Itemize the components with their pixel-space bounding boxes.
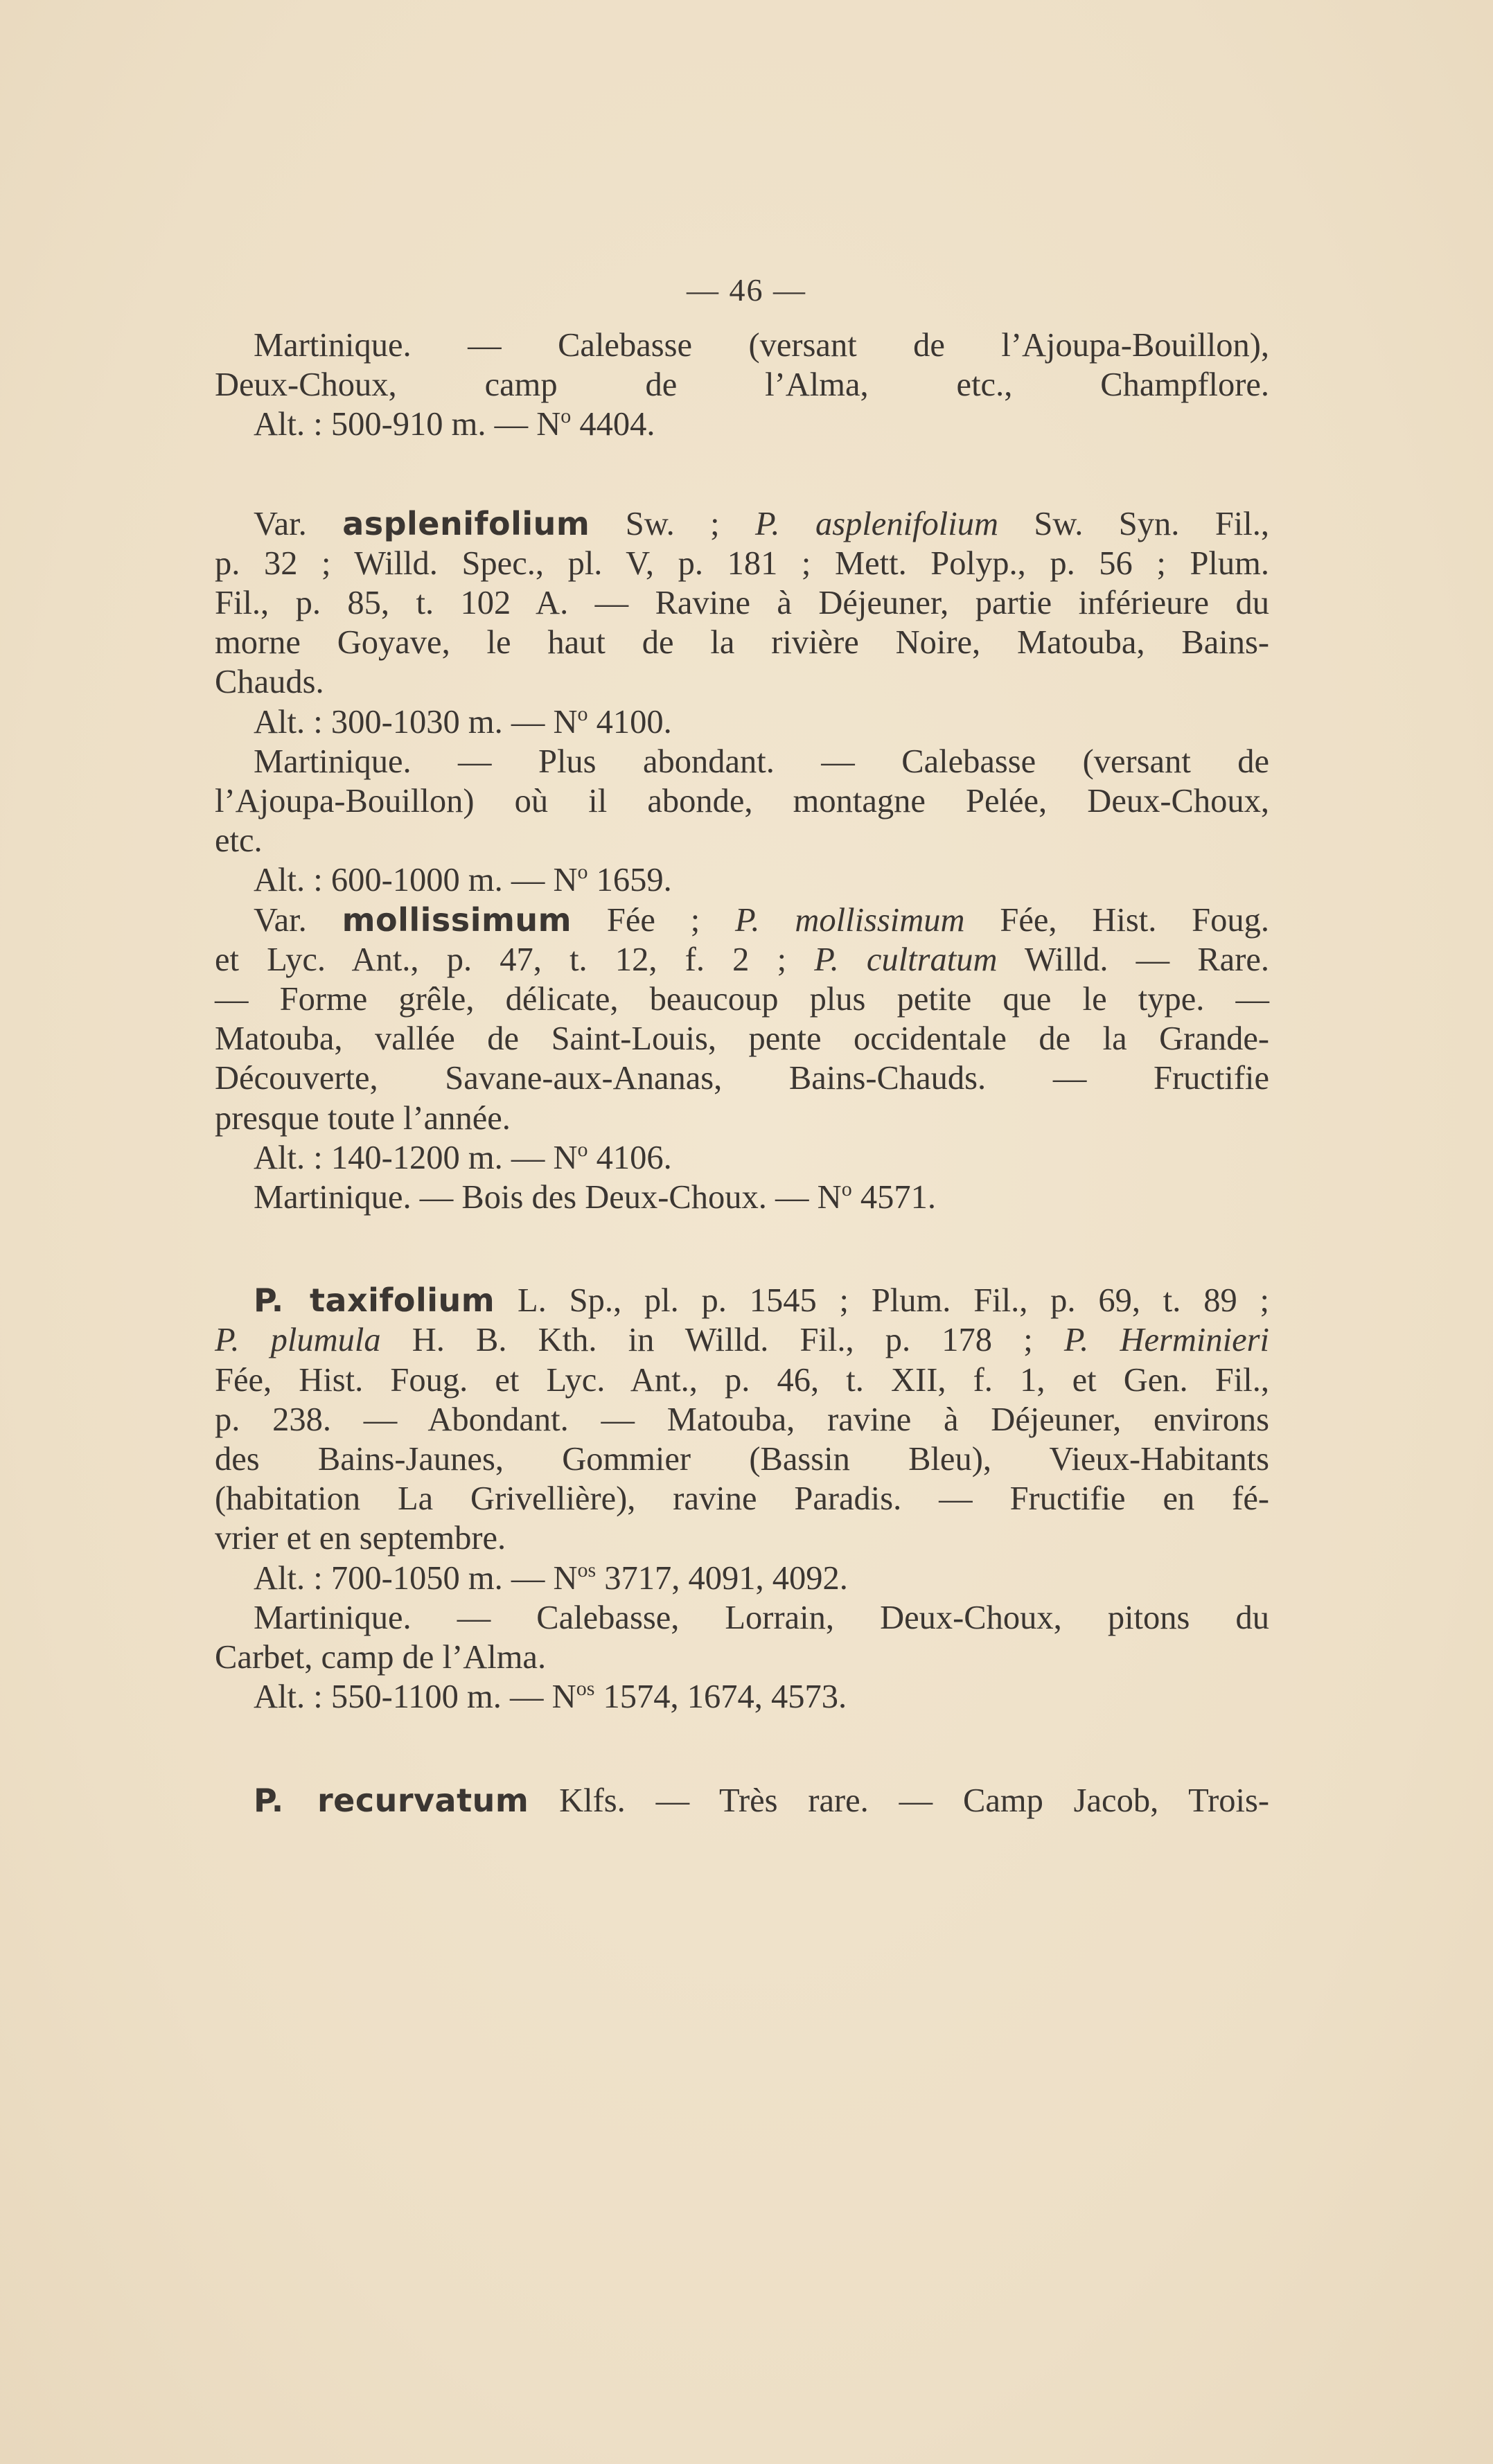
text-line: Martinique. — Calebasse (versant de l’Ajoupa-Bouillon), bbox=[254, 327, 1269, 364]
text-line: Alt. : 550-1100 m. — $N^{os}$ 1574, 1674, 4573. bbox=[254, 1677, 847, 1716]
text-line: etc. bbox=[215, 822, 263, 860]
text-line: Martinique. — Plus abondant. — Calebasse (versant de bbox=[254, 743, 1269, 780]
text-line: — Forme grêle, délicate, beaucoup plus petite que le type. — bbox=[215, 981, 1269, 1018]
text-line: p. 238. — Abondant. — Matouba, ravine à Déjeuner, environs bbox=[215, 1401, 1269, 1438]
text-line: vrier et en septembre. bbox=[215, 1520, 506, 1557]
text-line: Fée, Hist. Foug. et Lyc. Ant., p. 46, t. XII, f. 1, et Gen. Fil., bbox=[215, 1361, 1269, 1399]
text-line: p. 32 ; Willd. Spec., pl. V, p. 181 ; Mett. Polyp., p. 56 ; Plum. bbox=[215, 544, 1269, 582]
page-number: — 46 — bbox=[687, 272, 806, 308]
text-line: des Bains-Jaunes, Gommier (Bassin Bleu), Vieux-Habitants bbox=[215, 1441, 1269, 1478]
text-line: Var. asplenifolium Sw. ; P. asplenifolium Sw. Syn. Fil., bbox=[254, 504, 1269, 542]
text-line: et Lyc. Ant., p. 47, t. 12, f. 2 ; P. cultratum Willd. — Rare. bbox=[215, 941, 1270, 978]
page-body bbox=[215, 326, 1269, 1820]
variety-name: asplenifolium bbox=[342, 504, 590, 542]
text-line: P. taxifolium L. Sp., pl. p. 1545 ; Plum. Fil., p. 69, t. 89 ; bbox=[254, 1282, 1269, 1320]
text-line: Martinique. — Calebasse, Lorrain, Deux-Choux, pitons du bbox=[254, 1599, 1269, 1636]
text-line: Alt. : 600-1000 m. — $N^o$ 1659. bbox=[254, 860, 672, 899]
text-line: Chauds. bbox=[215, 664, 324, 701]
text-line: morne Goyave, le haut de la rivière Noire, Matouba, Bains- bbox=[215, 624, 1269, 662]
text-line: Découverte, Savane-aux-Ananas, Bains-Chauds. — Fructifie bbox=[215, 1060, 1269, 1097]
text-line: Carbet, camp de l’Alma. bbox=[215, 1639, 547, 1676]
species-name: P. recurvatum bbox=[254, 1781, 529, 1819]
text-line: Deux-Choux, camp de l’Alma, etc., Champflore. bbox=[215, 366, 1269, 404]
text-line: P. plumula H. B. Kth. in Willd. Fil., p. 178 ; P. Herminieri bbox=[215, 1322, 1269, 1359]
text-line: l’Ajoupa-Bouillon) où il abonde, montagne Pelée, Deux-Choux, bbox=[215, 783, 1269, 820]
text-line: Alt. : 500-910 m. — $N^o$ 4404. bbox=[254, 405, 655, 443]
text-line: Fil., p. 85, t. 102 A. — Ravine à Déjeuner, partie inférieure du bbox=[215, 585, 1269, 622]
variety-name: mollissimum bbox=[342, 901, 572, 939]
text-line: Alt. : 700-1050 m. — $N^{os}$ 3717, 4091, 4092. bbox=[254, 1558, 848, 1597]
species-name: P. taxifolium bbox=[254, 1282, 495, 1320]
text-line: Matouba, vallée de Saint-Louis, pente occidentale de la Grande- bbox=[215, 1020, 1269, 1058]
text-line: (habitation La Grivellière), ravine Paradis. — Fructifie en fé- bbox=[215, 1480, 1269, 1518]
text-line: Martinique. — Bois des Deux-Choux. — $N^o$ 4571. bbox=[254, 1178, 936, 1216]
text-line: presque toute l’année. bbox=[215, 1099, 511, 1137]
text-line: Alt. : 300-1030 m. — $N^o$ 4100. bbox=[254, 702, 672, 741]
text-line: Alt. : 140-1200 m. — $N^o$ 4106. bbox=[254, 1137, 672, 1176]
text-line: Var. mollissimum Fée ; P. mollissimum Fée, Hist. Foug. bbox=[254, 901, 1269, 939]
text-line: P. recurvatum Klfs. — Très rare. — Camp Jacob, Trois- bbox=[254, 1781, 1269, 1819]
